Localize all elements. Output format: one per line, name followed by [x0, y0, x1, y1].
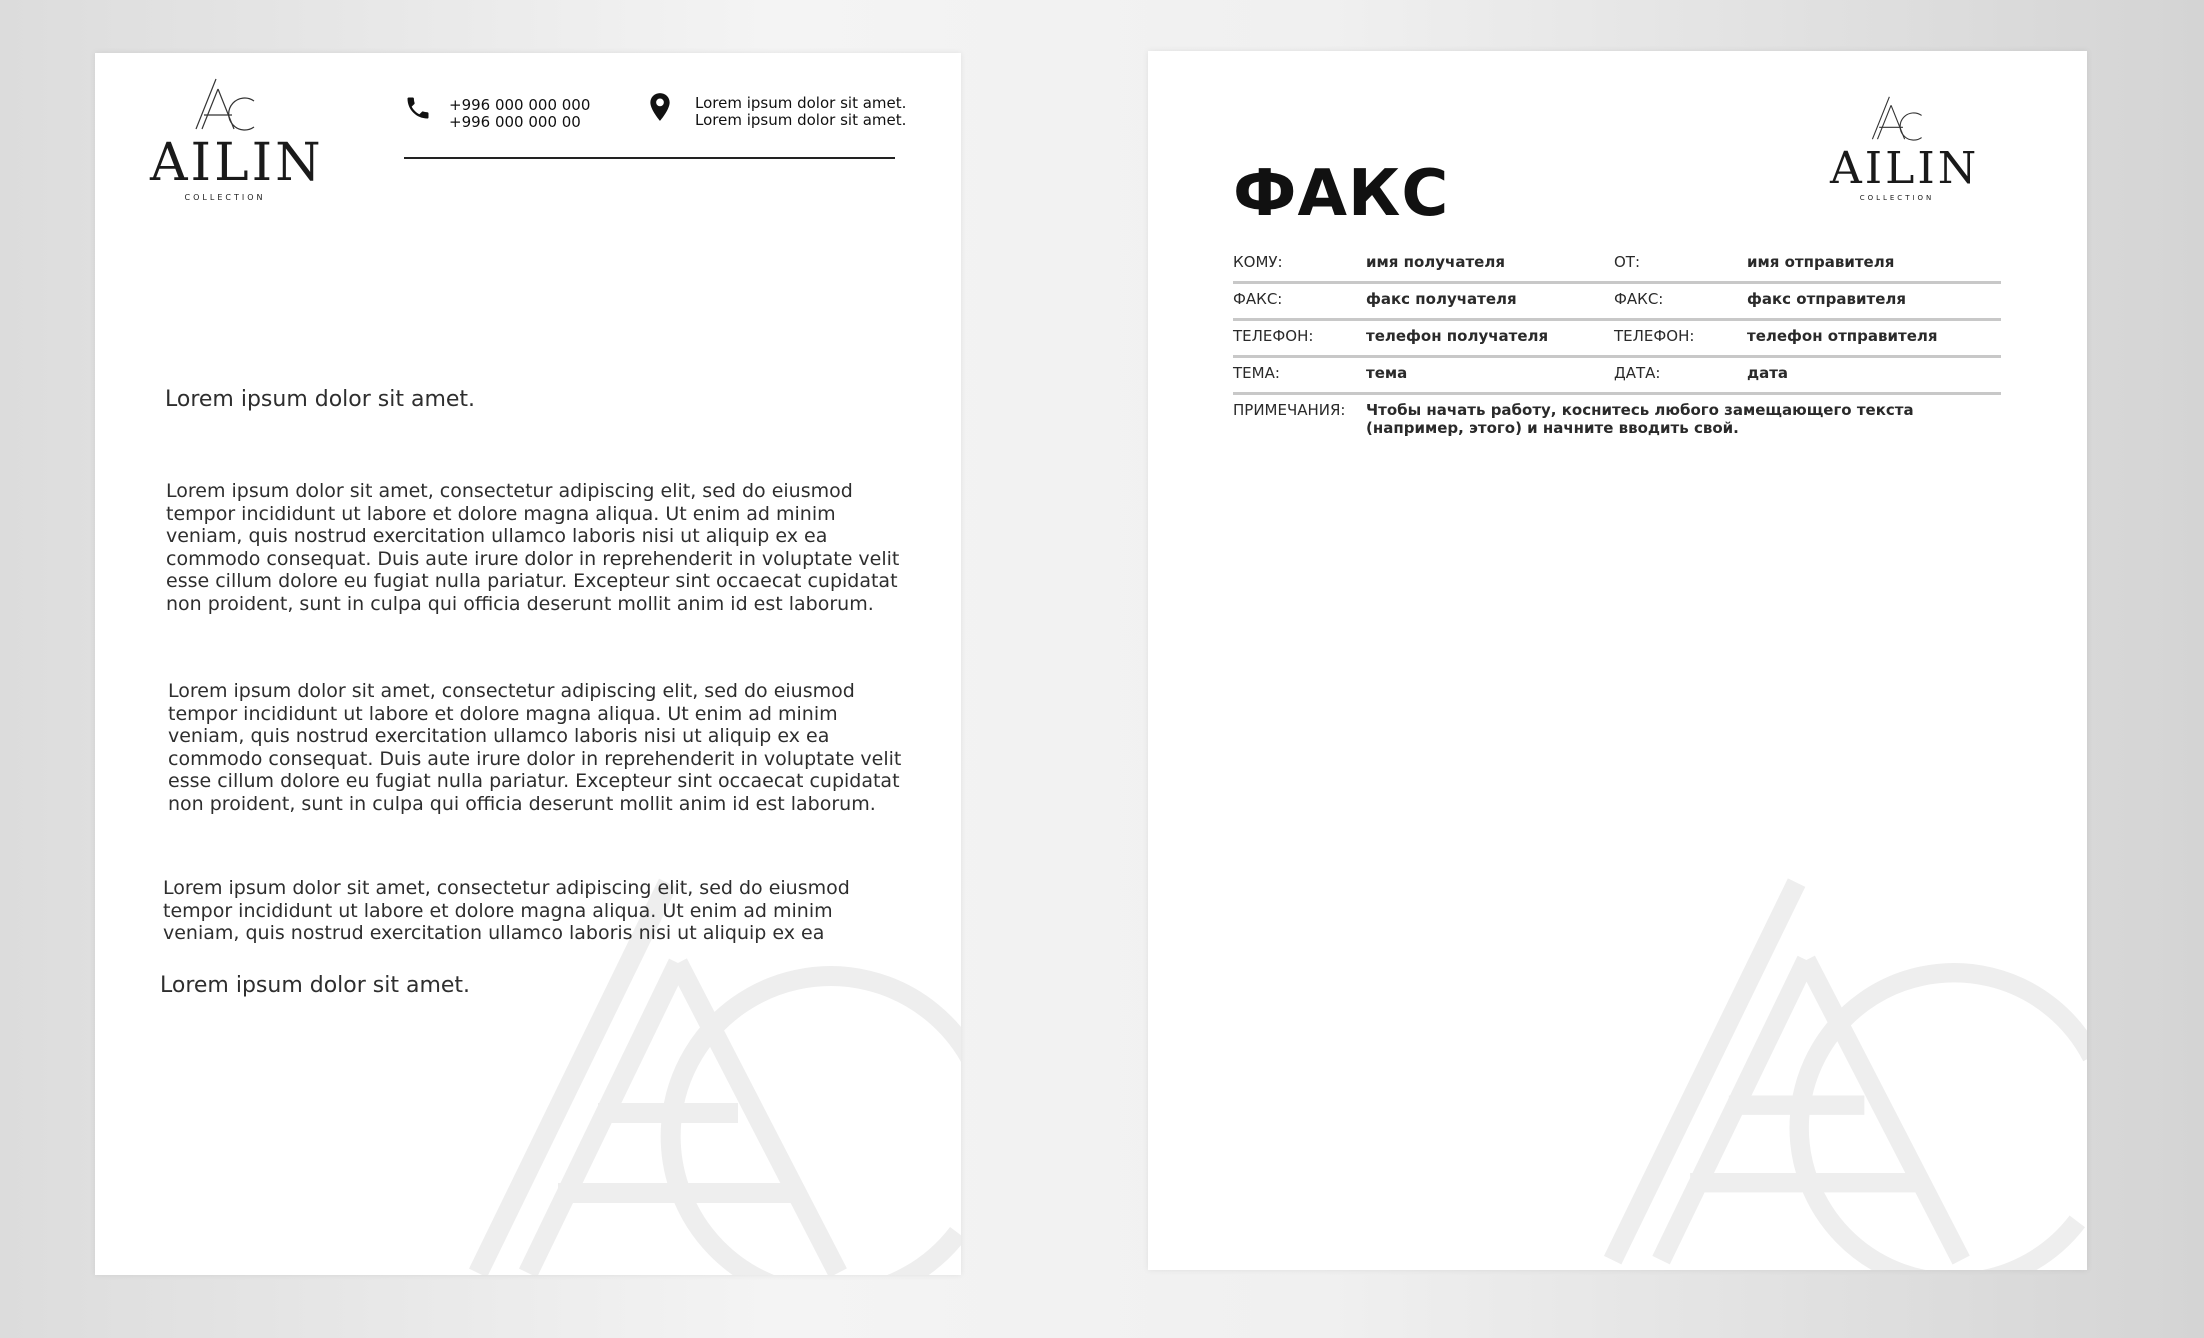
from-value: имя отправителя: [1747, 253, 1895, 271]
brand-subtitle: COLLECTION: [1859, 194, 1935, 202]
paragraph-2-line: tempor incididunt ut labore et dolore magna aliqua. Ut enim ad minim: [168, 702, 838, 725]
location-pin-icon: [647, 92, 673, 122]
ac-monogram-icon: [192, 75, 258, 133]
subject-label: ТЕМА:: [1233, 364, 1280, 382]
address-line-1: Lorem ipsum dolor sit amet.: [695, 94, 907, 112]
notes-label: ПРИМЕЧАНИЯ:: [1233, 401, 1346, 419]
sender-fax-label: ФАКС:: [1614, 290, 1664, 308]
paragraph-1-line: non proident, sunt in culpa qui officia deserunt mollit anim id est laborum.: [166, 592, 874, 615]
recipient-phone-value: телефон получателя: [1366, 327, 1549, 345]
sender-phone-label: ТЕЛЕФОН:: [1614, 327, 1695, 345]
brand-name: AILIN: [150, 133, 324, 193]
paragraph-3-line: veniam, quis nostrud exercitation ullamco laboris nisi ut aliquip ex ea: [163, 922, 825, 945]
paragraph-1-line: veniam, quis nostrud exercitation ullamco laboris nisi ut aliquip ex ea: [166, 525, 828, 548]
paragraph-2-line: commodo consequat. Duis aute irure dolor in reprehenderit in voluptate velit: [168, 747, 902, 770]
header-divider: [404, 157, 895, 159]
fax-page: [1148, 51, 2087, 1270]
subject-value: тема: [1366, 364, 1408, 382]
paragraph-1-line: commodo consequat. Duis aute irure dolor in reprehenderit in voluptate velit: [166, 547, 900, 570]
phone-icon: [404, 94, 432, 122]
paragraph-2: [168, 680, 901, 816]
recipient-fax-label: ФАКС:: [1233, 290, 1283, 308]
fax-title: ФАКС: [1233, 157, 1450, 231]
heading-bottom: Lorem ipsum dolor sit amet.: [160, 973, 471, 998]
fax-row: [1233, 321, 2001, 358]
paragraph-1-line: esse cillum dolore eu fugiat nulla pariatur. Excepteur sint occaecat cupidatat: [166, 570, 898, 593]
heading-top: Lorem ipsum dolor sit amet.: [165, 387, 476, 412]
paragraph-1-line: tempor incididunt ut labore et dolore magna aliqua. Ut enim ad minim: [166, 502, 836, 525]
to-label: КОМУ:: [1233, 253, 1283, 271]
paragraph-3: [163, 877, 850, 945]
fax-row: [1233, 247, 2001, 284]
paragraph-1-line: Lorem ipsum dolor sit amet, consectetur adipiscing elit, sed do eiusmod: [166, 480, 853, 502]
paragraph-3-line: tempor incididunt ut labore et dolore magna aliqua. Ut enim ad minim: [163, 899, 833, 922]
paragraph-3-line: Lorem ipsum dolor sit amet, consectetur adipiscing elit, sed do eiusmod: [163, 877, 850, 899]
brand-logo: [1830, 93, 1980, 202]
recipient-fax-value: факс получателя: [1366, 290, 1517, 308]
fax-notes-row: [1233, 395, 2001, 439]
address-line-2: Lorem ipsum dolor sit amet.: [695, 111, 907, 129]
brand-name: AILIN: [1830, 143, 1980, 194]
paragraph-1: [166, 480, 899, 616]
sender-fax-value: факс отправителя: [1747, 290, 1907, 308]
paragraph-2-line: Lorem ipsum dolor sit amet, consectetur adipiscing elit, sed do eiusmod: [168, 680, 855, 702]
ac-monogram-icon: [1869, 93, 1925, 143]
recipient-phone-label: ТЕЛЕФОН:: [1233, 327, 1314, 345]
date-value: дата: [1747, 364, 1789, 382]
notes-text: Чтобы начать работу, коснитесь любого замещающего текста (например, этого) и начните вводить свой.: [1366, 401, 1914, 437]
phone-number-1: +996 000 000 000: [449, 96, 591, 114]
paragraph-2-line: veniam, quis nostrud exercitation ullamco laboris nisi ut aliquip ex ea: [168, 725, 830, 748]
paragraph-2-line: esse cillum dolore eu fugiat nulla pariatur. Excepteur sint occaecat cupidatat: [168, 770, 900, 793]
paragraph-2-line: non proident, sunt in culpa qui officia deserunt mollit anim id est laborum.: [168, 792, 876, 815]
fax-row: [1233, 284, 2001, 321]
fax-row: [1233, 358, 2001, 395]
phone-numbers: [449, 97, 590, 131]
address-lines: [695, 95, 906, 129]
date-label: ДАТА:: [1614, 364, 1661, 382]
from-label: ОТ:: [1614, 253, 1641, 271]
brand-subtitle: COLLECTION: [184, 193, 266, 202]
brand-logo: [150, 75, 324, 202]
letterhead-page: [95, 53, 961, 1275]
sender-phone-value: телефон отправителя: [1747, 327, 1938, 345]
monogram-watermark-icon: [1603, 859, 2087, 1270]
phone-number-2: +996 000 000 00: [449, 113, 581, 131]
to-value: имя получателя: [1366, 253, 1505, 271]
fax-details-table: [1233, 247, 2001, 439]
